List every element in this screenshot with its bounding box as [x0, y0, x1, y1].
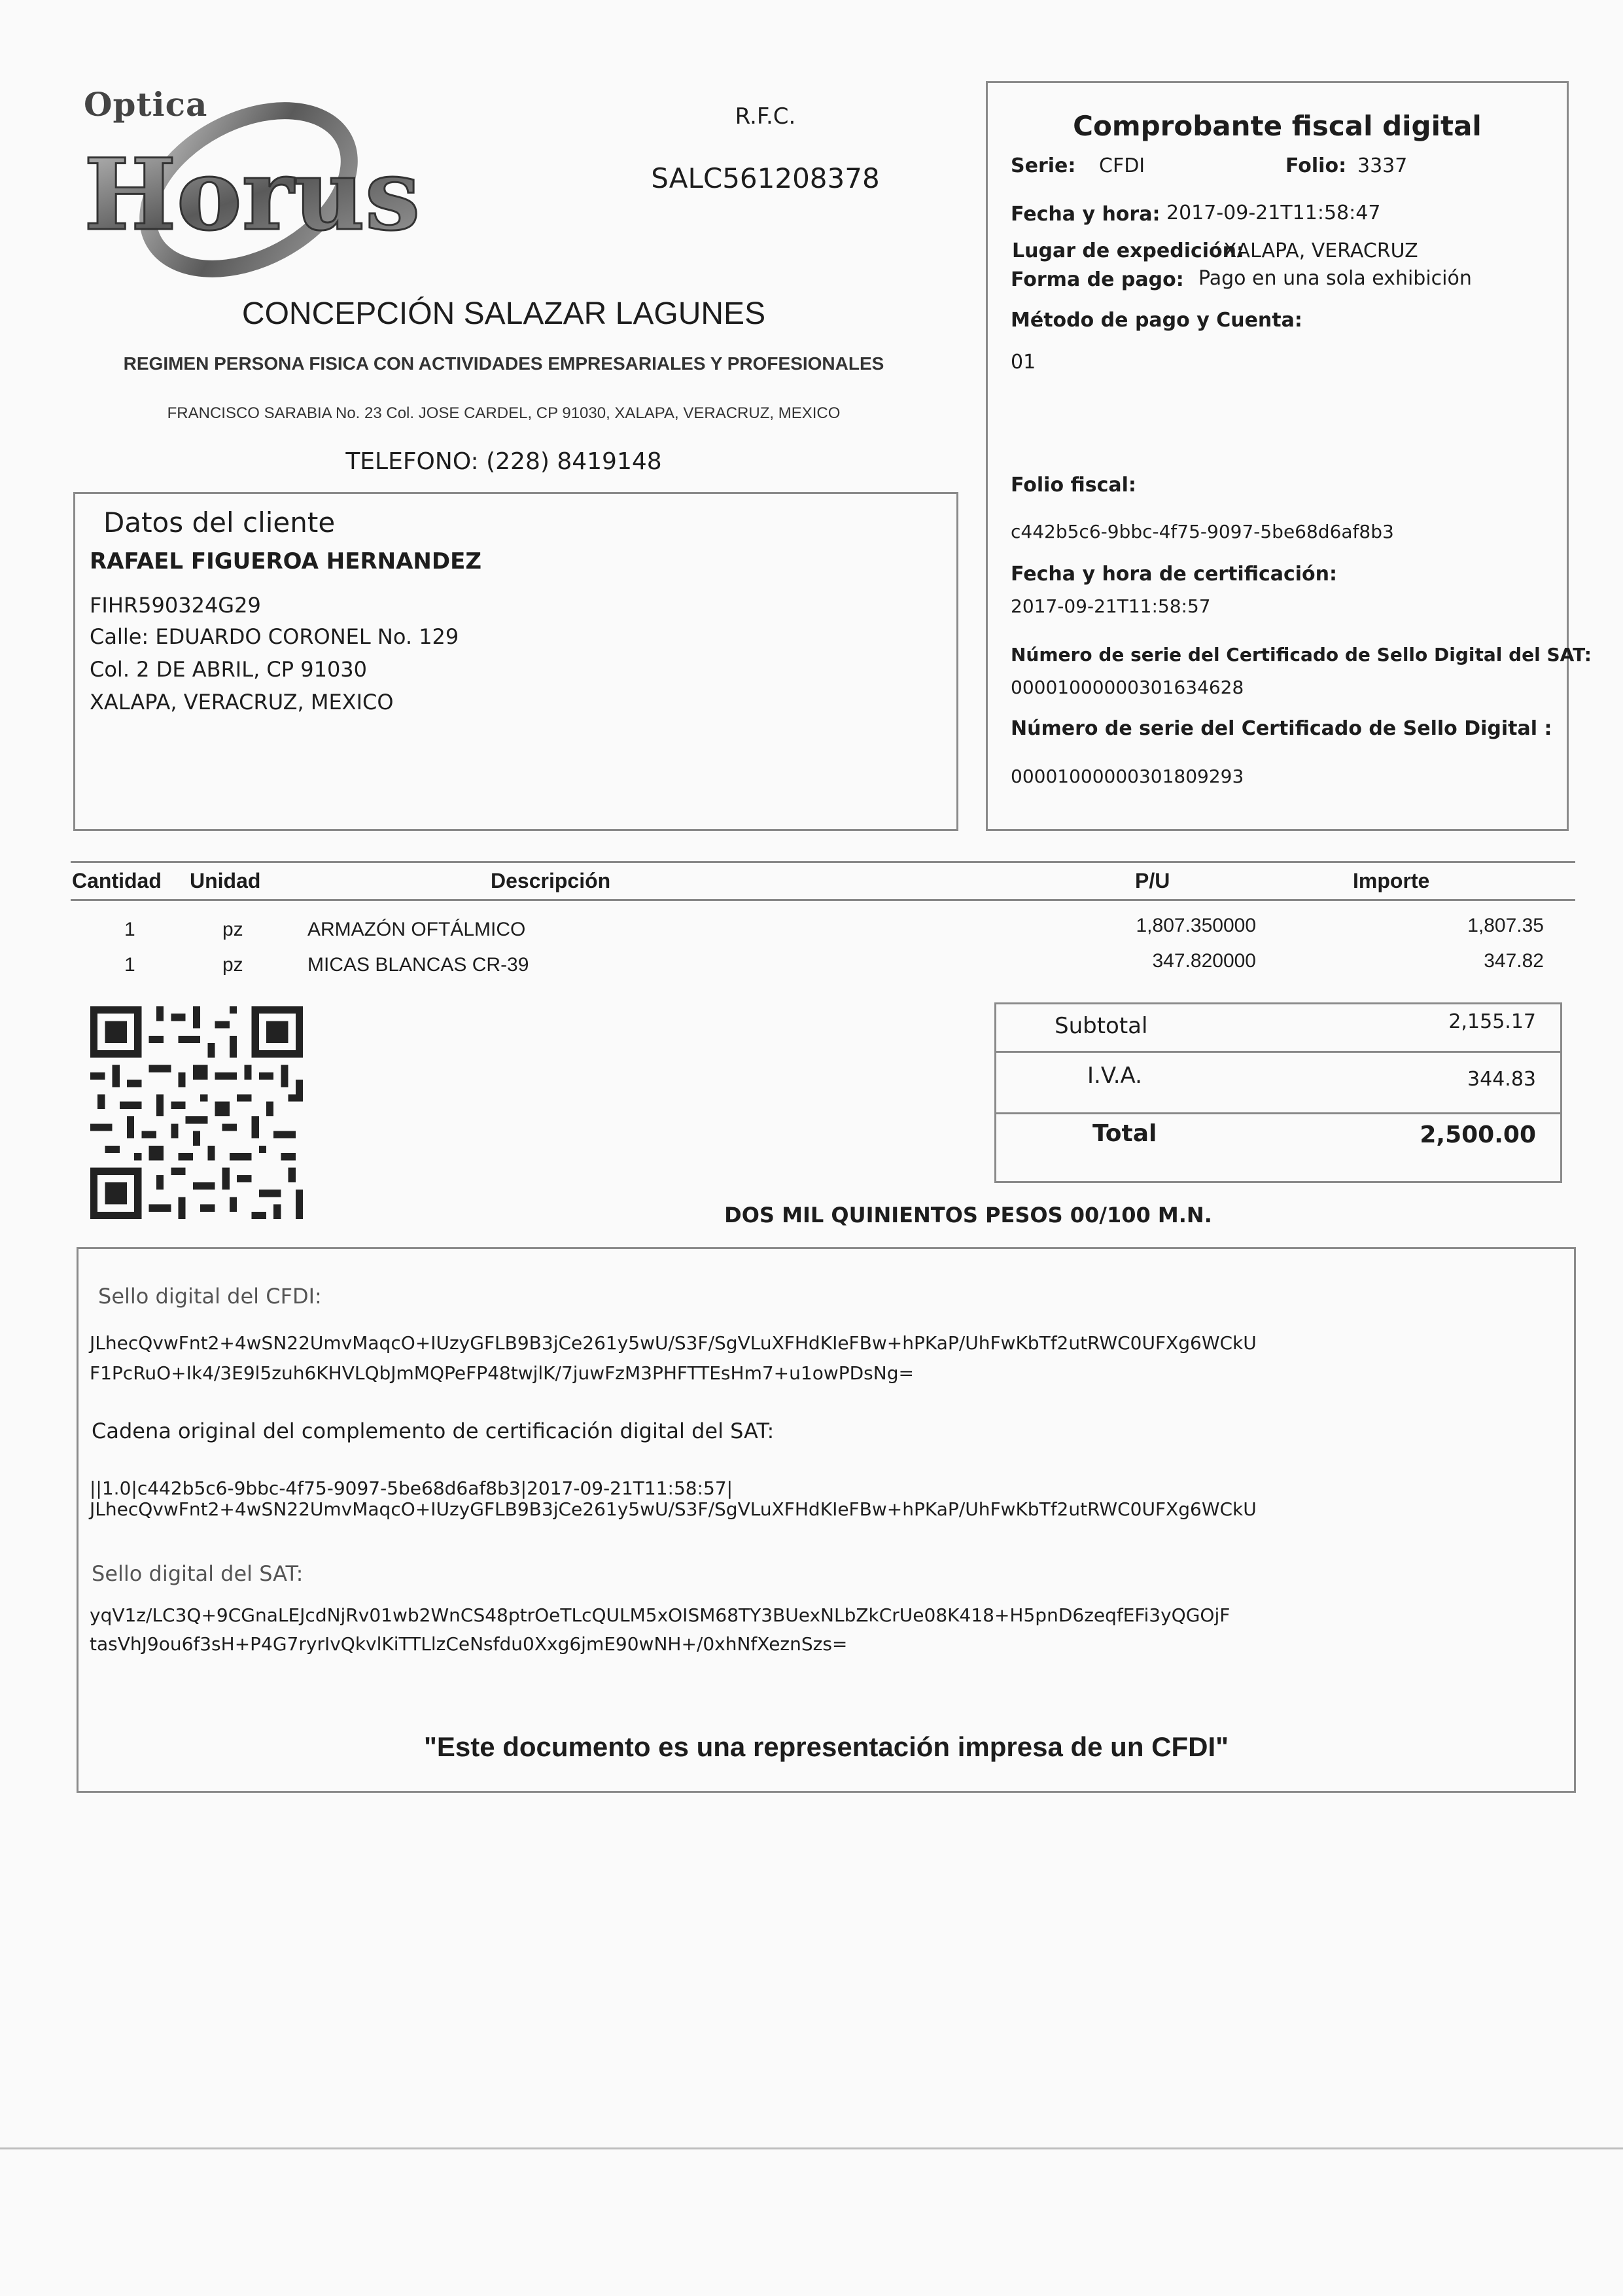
sat-seal-line-1: yqV1z/LC3Q+9CGnaLEJcdNjRv01wb2WnCS48ptrOeTLcQULM5xOISM68TY3BUexNLbZkCrUe08K418+H5pnD6zeqfEFi3yQGOjF: [90, 1604, 1230, 1626]
client-title: Datos del cliente: [103, 506, 336, 539]
row-2-amount: 347.82: [1484, 950, 1544, 972]
issuer-regime: REGIMEN PERSONA FISICA CON ACTIVIDADES EMPRESARIALES Y PROFESIONALES: [123, 353, 884, 374]
row-1-unit: pz: [222, 919, 243, 940]
total-label: Total: [1092, 1120, 1157, 1147]
client-name: RAFAEL FIGUEROA HERNANDEZ: [90, 548, 481, 574]
folio-fiscal-label: Folio fiscal:: [1011, 474, 1136, 497]
logo-horus-text: Horus: [84, 137, 421, 253]
lugar-label: Lugar de expedición:: [1012, 239, 1245, 262]
subtotal-label: Subtotal: [1055, 1013, 1148, 1039]
forma-value: Pago en una sola exhibición: [1198, 267, 1472, 290]
row-2-desc: MICAS BLANCAS CR-39: [307, 954, 529, 976]
issuer-address: FRANCISCO SARABIA No. 23 Col. JOSE CARDEL, CP 91030, XALAPA, VERACRUZ, MEXICO: [167, 404, 841, 422]
cfdi-seal-label: Sello digital del CFDI:: [98, 1284, 322, 1309]
row-2-unit: pz: [222, 954, 243, 976]
fiscal-title: Comprobante fiscal digital: [1073, 110, 1482, 142]
forma-label: Forma de pago:: [1011, 268, 1184, 291]
header-pu: P/U: [1135, 869, 1170, 892]
cert-sat-label: Número de serie del Certificado de Sello Digital del SAT:: [1011, 644, 1592, 665]
cfdi-seal-line-1: JLhecQvwFnt2+4wSN22UmvMaqcO+IUzyGFLB9B3jCe261y5wU/S3F/SgVLuXFHdKIeFBw+hPKaP/UhFwKbTf2utRWC0UFXg6WCkU: [90, 1332, 1257, 1354]
chain-line-2: JLhecQvwFnt2+4wSN22UmvMaqcO+IUzyGFLB9B3jCe261y5wU/S3F/SgVLuXFHdKIeFBw+hPKaP/UhFwKbTf2utRWC0UFXg6WCkU: [90, 1498, 1257, 1520]
rfc-label: R.F.C.: [735, 103, 796, 130]
amount-in-words: DOS MIL QUINIENTOS PESOS 00/100 M.N.: [724, 1203, 1212, 1227]
folio-value: 3337: [1357, 154, 1408, 177]
page-bottom-rule: [0, 2147, 1623, 2149]
row-2-pu: 347.820000: [1152, 950, 1256, 972]
qr-code-icon: [90, 1006, 303, 1219]
cert-value: 00001000000301809293: [1011, 766, 1244, 787]
row-1-amount: 1,807.35: [1467, 915, 1544, 936]
header-desc: Descripción: [491, 869, 611, 892]
header-amount: Importe: [1353, 869, 1430, 892]
fecha-value: 2017-09-21T11:58:47: [1166, 202, 1381, 224]
totals-rule-1: [996, 1051, 1560, 1053]
fecha-cert-label: Fecha y hora de certificación:: [1011, 563, 1338, 586]
serie-value: CFDI: [1099, 154, 1145, 177]
folio-fiscal-value: c442b5c6-9bbc-4f75-9097-5be68d6af8b3: [1011, 521, 1394, 542]
fecha-label: Fecha y hora:: [1011, 203, 1161, 226]
totals-rule-2: [996, 1112, 1560, 1114]
optica-horus-logo: [72, 98, 438, 288]
fecha-cert-value: 2017-09-21T11:58:57: [1011, 595, 1211, 617]
lugar-value: XALAPA, VERACRUZ: [1223, 239, 1418, 262]
subtotal-value: 2,155.17: [1448, 1010, 1536, 1033]
header-unit: Unidad: [190, 869, 261, 892]
cfdi-seal-line-2: F1PcRuO+Ik4/3E9l5zuh6KHVLQbJmMQPeFP48twjlK/7juwFzM3PHFTTEsHm7+u1owPDsNg=: [90, 1362, 914, 1384]
seals-box: [77, 1247, 1576, 1793]
issuer-name: CONCEPCIÓN SALAZAR LAGUNES: [241, 296, 766, 331]
row-1-qty: 1: [124, 919, 135, 940]
serie-label: Serie:: [1011, 154, 1076, 177]
items-top-rule: [71, 861, 1575, 863]
sat-seal-label: Sello digital del SAT:: [92, 1561, 304, 1586]
row-1-desc: ARMAZÓN OFTÁLMICO: [307, 919, 526, 940]
cfdi-representation-note: "Este documento es una representación impresa de un CFDI": [423, 1731, 1229, 1762]
client-street: Calle: EDUARDO CORONEL No. 129: [90, 624, 459, 649]
iva-label: I.V.A.: [1087, 1063, 1142, 1089]
sat-seal-line-2: tasVhJ9ou6f3sH+P4G7ryrIvQkvlKiTTLlzCeNsfdu0Xxg6jmE90wNH+/0xhNfXeznSzs=: [90, 1633, 848, 1655]
cert-sat-value: 00001000000301634628: [1011, 677, 1244, 698]
logo-optica-text: Optica: [84, 85, 208, 124]
chain-line-1: ||1.0|c442b5c6-9bbc-4f75-9097-5be68d6af8b3|2017-09-21T11:58:57|: [90, 1477, 733, 1499]
total-value: 2,500.00: [1420, 1122, 1536, 1148]
folio-label: Folio:: [1285, 154, 1347, 177]
row-1-pu: 1,807.350000: [1136, 915, 1256, 936]
iva-value: 344.83: [1467, 1068, 1536, 1091]
chain-label: Cadena original del complemento de certificación digital del SAT:: [92, 1419, 775, 1443]
cert-label: Número de serie del Certificado de Sello Digital :: [1011, 717, 1552, 740]
row-2-qty: 1: [124, 954, 135, 976]
header-qty: Cantidad: [72, 869, 162, 892]
client-colony: Col. 2 DE ABRIL, CP 91030: [90, 657, 368, 682]
client-rfc: FIHR590324G29: [90, 593, 261, 618]
issuer-rfc: SALC561208378: [651, 162, 880, 194]
metodo-value: 01: [1011, 351, 1036, 374]
issuer-phone: TELEFONO: (228) 8419148: [345, 448, 662, 475]
metodo-label: Método de pago y Cuenta:: [1011, 309, 1302, 332]
items-header-rule: [71, 899, 1575, 901]
client-city: XALAPA, VERACRUZ, MEXICO: [90, 690, 394, 715]
